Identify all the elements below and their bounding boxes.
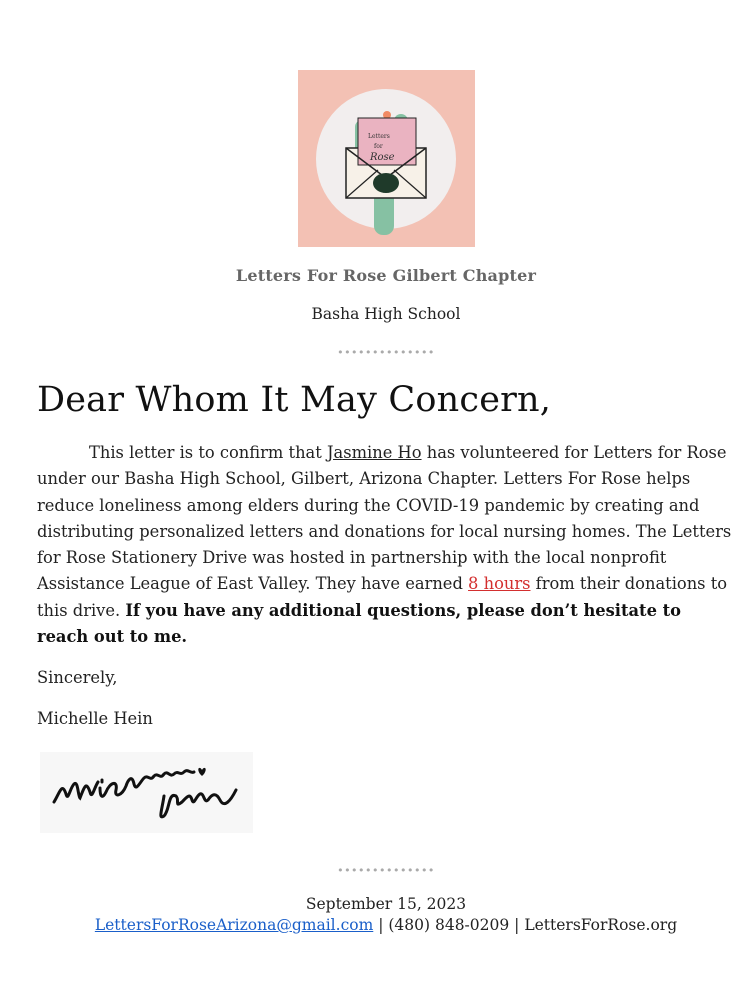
closing: Sincerely,: [37, 668, 118, 687]
letter-body: [37, 440, 737, 650]
svg-text:Rose: Rose: [370, 152, 395, 163]
handwritten-signature-icon: [40, 752, 253, 833]
svg-text:Letters: Letters: [368, 133, 390, 140]
school-name: Basha High School: [311, 305, 461, 323]
letter-date: September 15, 2023: [305, 895, 467, 913]
header-divider: ••••••••••••••: [337, 346, 435, 359]
svg-text:for: for: [374, 143, 383, 150]
email-link[interactable]: LettersForRoseArizona@gmail.com: [94, 916, 374, 934]
organization-logo: [298, 70, 475, 247]
body-bold-closing: If you have any additional questions, please don’t hesitate to reach out to me.: [37, 600, 681, 647]
organization-name: Letters For Rose Gilbert Chapter: [235, 266, 537, 285]
website: LettersForRose.org: [524, 916, 678, 934]
signer-name: Michelle Hein: [37, 709, 153, 728]
footer-divider: ••••••••••••••: [337, 864, 435, 877]
body-part-3: from their donations to this drive.: [37, 574, 728, 620]
separator: |: [509, 916, 525, 934]
volunteer-name: Jasmine Ho: [326, 443, 422, 462]
hours-earned: 8 hours: [468, 574, 531, 594]
body-part-2: has volunteered for Letters for Rose under our Basha High School, Gilbert, Arizona Chapter. Letters For Rose helps reduce loneliness among elders during the COVID-19 pandemic by creating and distributing personalized letters and donations for local nursing homes. The Letters for Rose Stationery Drive was hosted in partnership with the local nonprofit Assistance League of East Valley. They have earned: [37, 443, 732, 594]
separator: |: [373, 916, 389, 934]
signature-image: [40, 752, 253, 833]
contact-line: [0, 916, 750, 934]
salutation: Dear Whom It May Concern,: [37, 380, 552, 420]
envelope-cactus-logo-icon: [298, 70, 475, 247]
body-part-1: This letter is to confirm that: [89, 443, 327, 462]
phone-number: (480) 848-0209: [388, 916, 510, 934]
